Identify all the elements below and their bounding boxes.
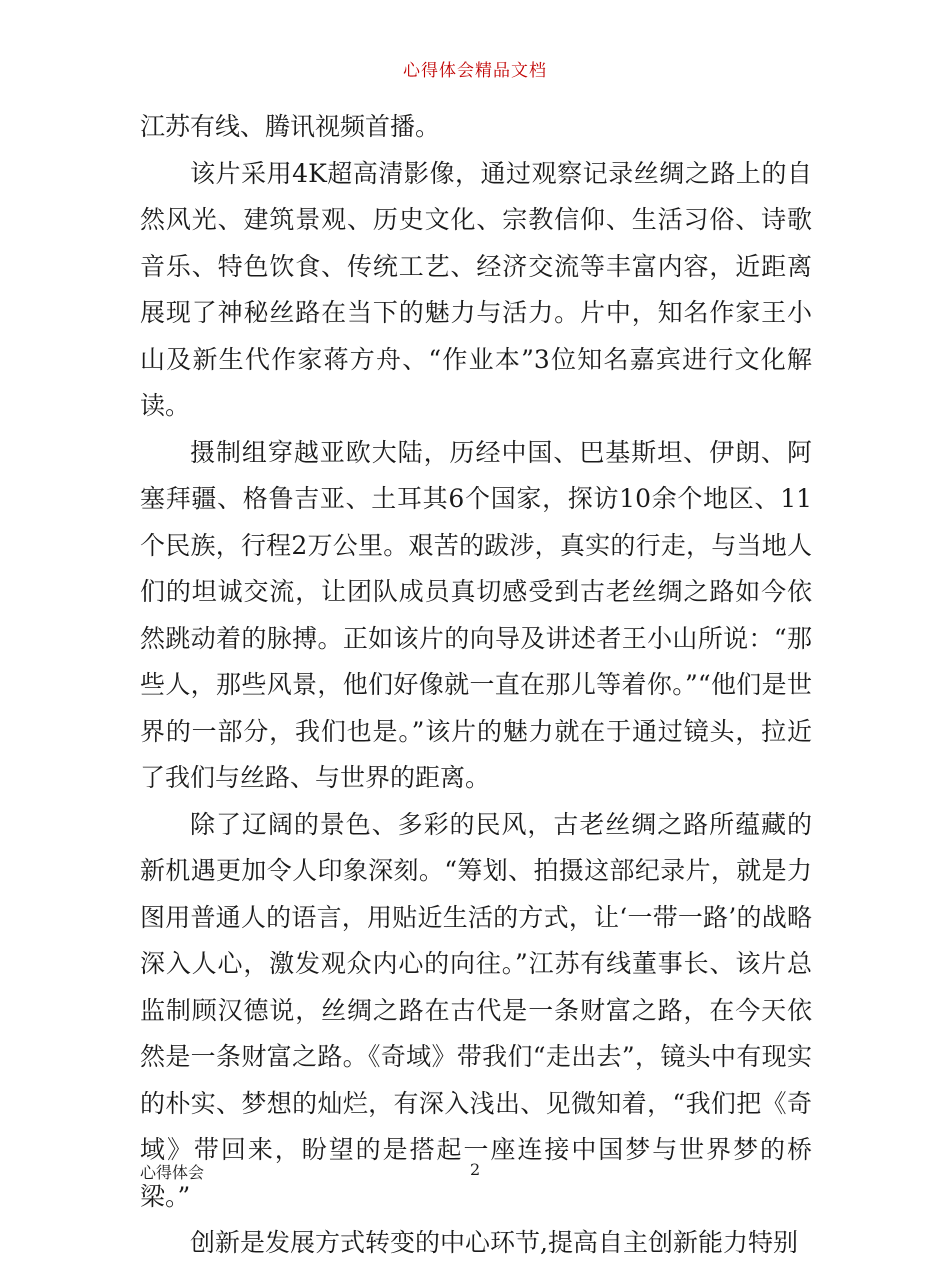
document-header-title: 心得体会精品文档 — [403, 61, 547, 81]
paragraph-2: 该片采用4K超高清影像，通过观察记录丝绸之路上的自然风光、建筑景观、历史文化、宗教信仰、生活习俗、诗歌音乐、特色饮食、传统工艺、经济交流等丰富内容，近距离展现了神秘丝路在当下的魅力与活力。片中，知名作家王小山及新生代作家蒋方舟、“作业本”3位知名嘉宾进行文化解读。 — [140, 158, 812, 420]
document-body — [140, 104, 812, 1267]
paragraph-3: 摄制组穿越亚欧大陆，历经中国、巴基斯坦、伊朗、阿塞拜疆、格鲁吉亚、土耳其6个国家，探访10余个地区、11个民族，行程2万公里。艰苦的跋涉，真实的行走，与当地人们的坦诚交流，让团队成员真切感受到古老丝绸之路如今依然跳动着的脉搏。正如该片的向导及讲述者王小山所说：“那些人，那些风景，他们好像就一直在那儿等着你。”“他们是世界的一部分，我们也是。”该片的魅力就在于通过镜头，拉近了我们与丝路、与世界的距离。 — [140, 437, 812, 792]
paragraph-4: 除了辽阔的景色、多彩的民风，古老丝绸之路所蕴藏的新机遇更加令人印象深刻。“筹划、拍摄这部纪录片，就是力图用普通人的语言，用贴近生活的方式，让‘一带一路’的战略深入人心，激发观众内心的向往。”江苏有线董事长、该片总监制顾汉德说，丝绸之路在古代是一条财富之路，在今天依然是一条财富之路。《奇域》带我们“走出去”，镜头中有现实的朴实、梦想的灿烂，有深入浅出、见微知着，“我们把《奇域》带回来，盼望的是搭起一座连接中国梦与世界梦的桥梁。” — [140, 809, 812, 1211]
paragraph-5: 创新是发展方式转变的中心环节,提高自主创新能力特别 — [190, 1228, 798, 1257]
footer-label: 心得体会 — [140, 1163, 205, 1182]
paragraph-1: 江苏有线、腾讯视频首播。 — [140, 112, 441, 141]
page-number: 2 — [470, 1160, 481, 1179]
